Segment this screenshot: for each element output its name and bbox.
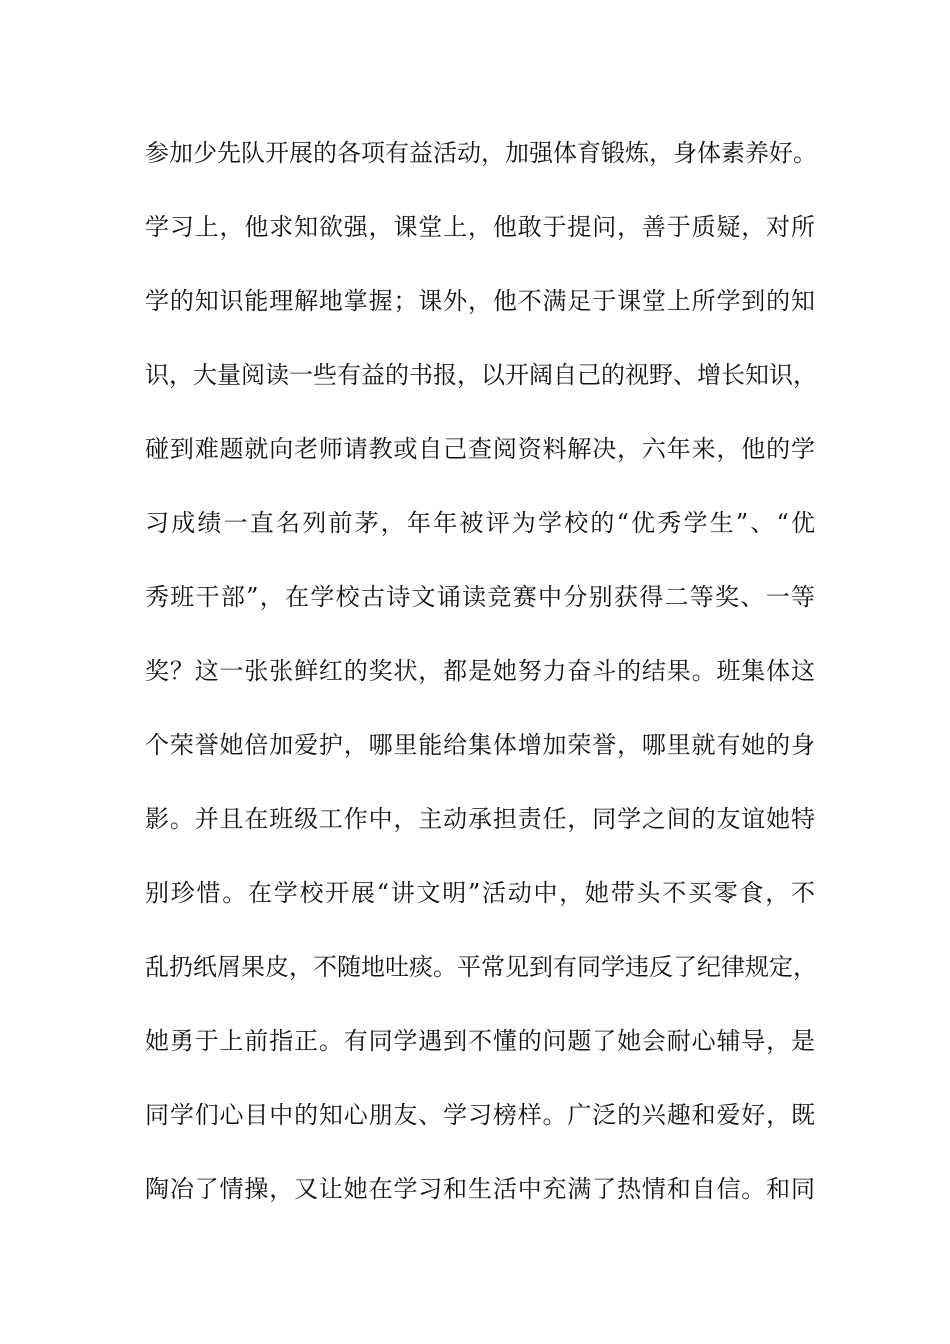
text-line: 陶冶了情操，又让她在学习和生活中充满了热情和自信。和同: [145, 1175, 815, 1203]
text-line: 个荣誉她倍加爱护，哪里能给集体增加荣誉，哪里就有她的身: [145, 731, 815, 759]
text-line: 识，大量阅读一些有益的书报，以开阔自己的视野、增长知识，: [145, 361, 817, 389]
text-line: 奖？这一张张鲜红的奖状，都是她努力奋斗的结果。班集体这: [145, 657, 815, 685]
text-line: 乱扔纸屑果皮，不随地吐痰。平常见到有同学违反了纪律规定，: [145, 953, 817, 981]
text-line: 同学们心目中的知心朋友、学习榜样。广泛的兴趣和爱好，既: [145, 1101, 815, 1129]
text-line: 学的知识能理解地掌握；课外，他不满足于课堂上所学到的知: [145, 287, 815, 315]
text-line: 影。并且在班级工作中，主动承担责任，同学之间的友谊她特: [145, 805, 815, 833]
text-line: 碰到难题就向老师请教或自己查阅资料解决，六年来，他的学: [145, 435, 815, 463]
text-line: 习成绩一直名列前茅，年年被评为学校的“优秀学生”、“优: [145, 509, 815, 537]
text-line: 学习上，他求知欲强，课堂上，他敢于提问，善于质疑，对所: [145, 213, 815, 241]
body-text: [145, 130, 815, 1240]
text-line: 别珍惜。在学校开展“讲文明”活动中，她带头不买零食，不: [145, 879, 815, 907]
text-line: 秀班干部”，在学校古诗文诵读竞赛中分别获得二等奖、一等: [145, 583, 815, 611]
text-line: 她勇于上前指正。有同学遇到不懂的问题了她会耐心辅导，是: [145, 1027, 815, 1055]
text-line: 参加少先队开展的各项有益活动，加强体育锻炼，身体素养好。: [145, 139, 817, 167]
